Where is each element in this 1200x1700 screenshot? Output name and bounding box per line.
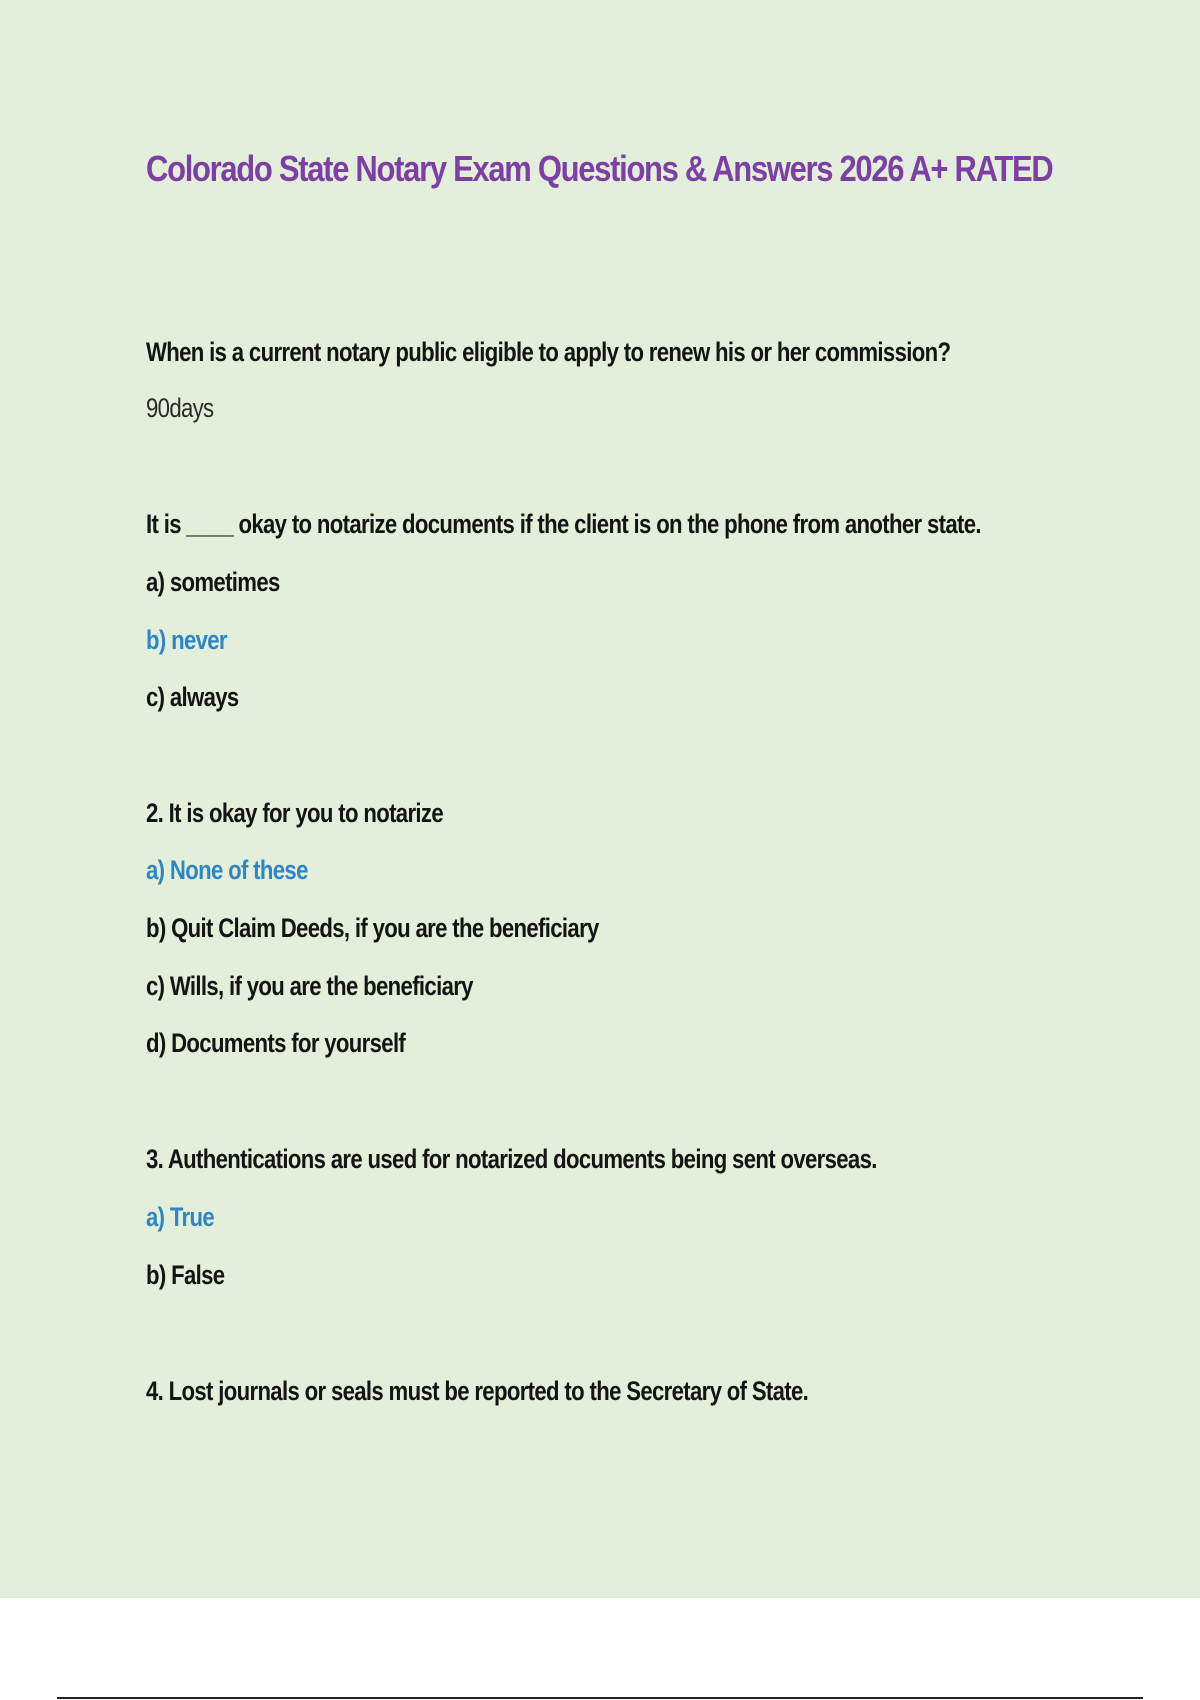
document-title: Colorado State Notary Exam Questions & Answers 2026 A+ RATED [146, 148, 1053, 189]
footer-divider [57, 1697, 1143, 1699]
question-5-text: 4. Lost journals or seals must be reported to the Secretary of State. [146, 1376, 809, 1406]
question-4-option-b: b) False [146, 1260, 225, 1290]
question-3-option-c: c) Wills, if you are the beneficiary [146, 971, 473, 1001]
question-4-text: 3. Authentications are used for notarized documents being sent overseas. [146, 1144, 877, 1174]
question-2-text: It is ____ okay to notarize documents if the client is on the phone from another state. [146, 509, 981, 539]
question-1-answer: 90days [146, 393, 214, 423]
question-3-option-a-correct: a) None of these [146, 855, 308, 885]
question-3-option-d: d) Documents for yourself [146, 1028, 406, 1058]
question-4-option-a-correct: a) True [146, 1202, 215, 1232]
question-2-option-b-correct: b) never [146, 625, 227, 655]
question-2-option-c: c) always [146, 682, 239, 712]
question-3-option-b: b) Quit Claim Deeds, if you are the beneficiary [146, 913, 599, 943]
question-2-option-a: a) sometimes [146, 567, 280, 597]
question-1-text: When is a current notary public eligible to apply to renew his or her commission? [146, 337, 951, 367]
question-3-text: 2. It is okay for you to notarize [146, 798, 443, 828]
